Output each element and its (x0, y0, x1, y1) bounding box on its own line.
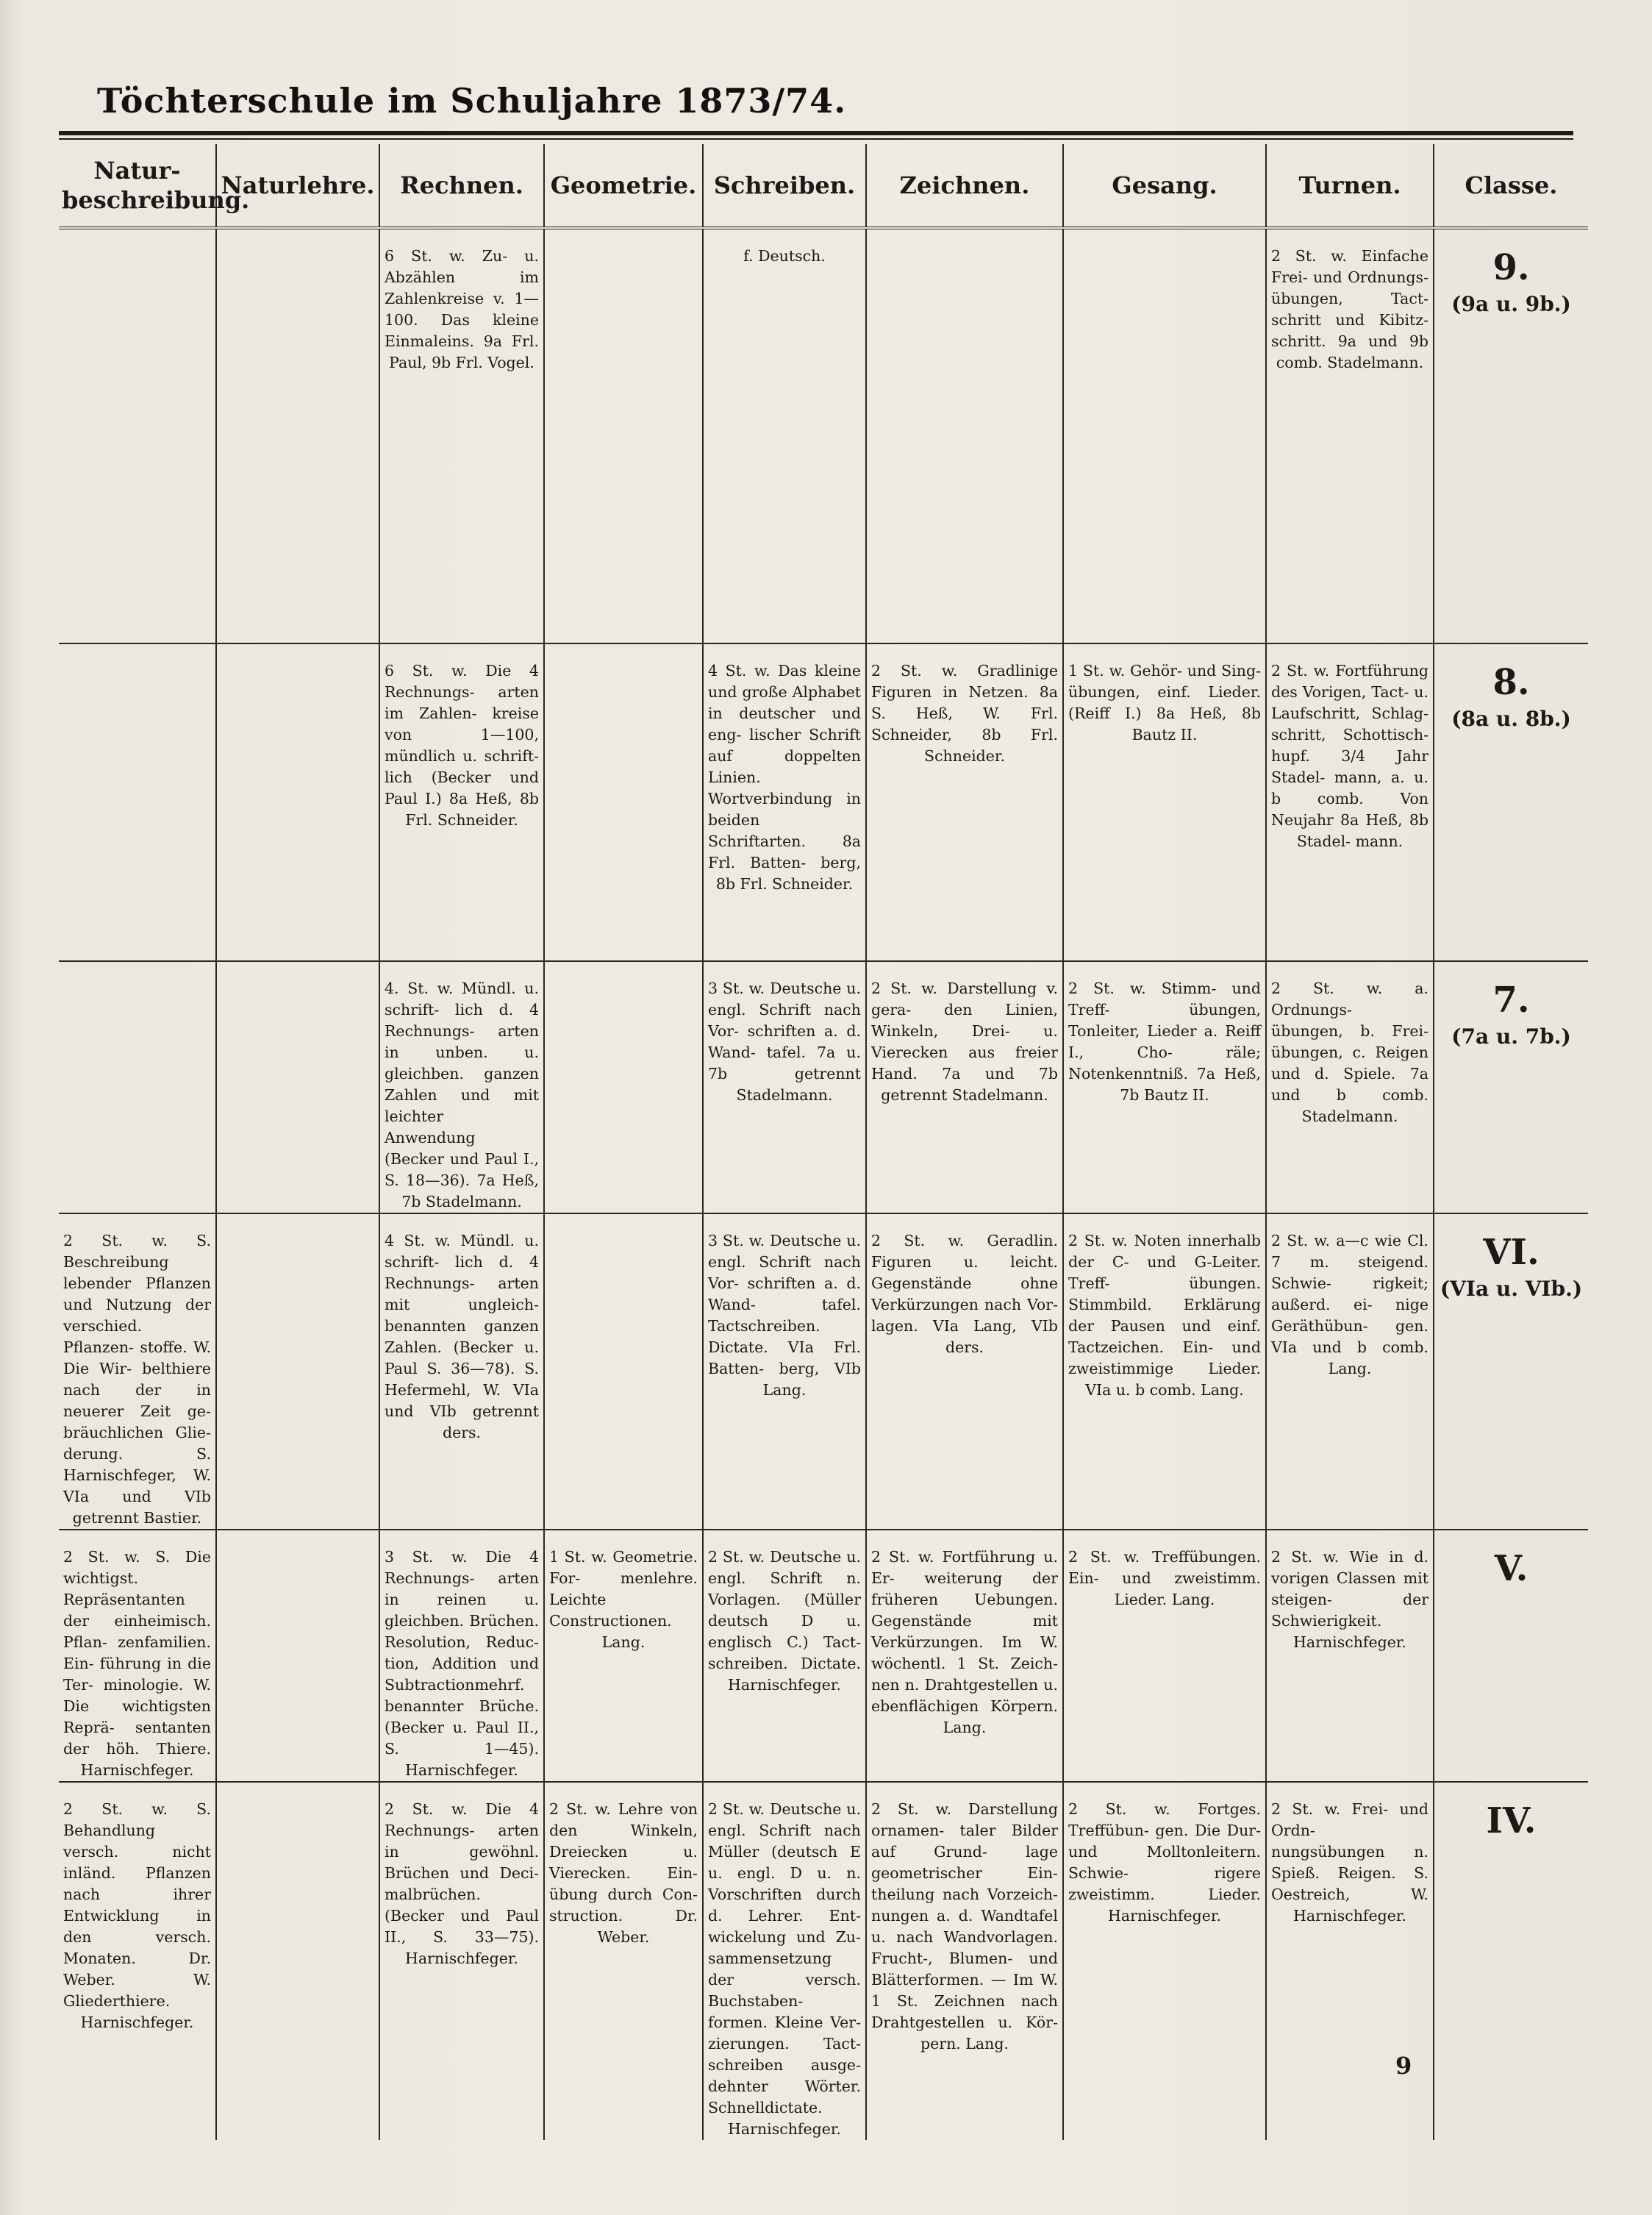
cell-gesang (1063, 228, 1266, 643)
cell-zeichnen (866, 228, 1063, 643)
cell-rechnen: 6 St. w. Zu- u. Abzählen im Zahlenkreise v. 1—100. Das kleine Einmaleins. 9a Frl. Paul, 9b Frl. Vogel. (379, 228, 544, 643)
col-header-naturlehre: Naturlehre. (216, 144, 379, 228)
page-number: 9 (1395, 2052, 1412, 2080)
cell-classe (1434, 961, 1588, 1213)
cell-turnen: 2 St. w. Einfache Frei- und Ordnungs- übungen, Tact- schritt und Kibitz- schritt. 9a und 9b comb. Stadelmann. (1266, 228, 1434, 643)
cell-naturlehre (216, 1782, 379, 2140)
cell-naturbeschreibung: 2 St. w. S. Die wichtigst. Repräsentanten der einheimisch. Pflan- zenfamilien. Ein- führung in die Ter- minologie. W. Die wichtigsten Reprä- sentanten der höh. Thiere. Harnischfeger. (59, 1530, 216, 1782)
cell-geometrie (544, 228, 703, 643)
cell-zeichnen: 2 St. w. Darstellung v. gera- den Linien, Winkeln, Drei- u. Vierecken aus freier Hand. 7a und 7b getrennt Stadelmann. (866, 961, 1063, 1213)
col-header-zeichnen: Zeichnen. (866, 144, 1063, 228)
cell-classe (1434, 1530, 1588, 1782)
cell-geometrie (544, 1213, 703, 1530)
cell-naturbeschreibung (59, 643, 216, 961)
cell-rechnen: 4 St. w. Mündl. u. schrift- lich d. 4 Rechnungs- arten mit ungleich- benannten ganzen Zahlen. (Becker u. Paul S. 36—78). S. Hefermehl, W. VIa und VIb getrennt ders. (379, 1213, 544, 1530)
table-row (59, 228, 1588, 643)
cell-rechnen: 6 St. w. Die 4 Rechnungs- arten im Zahlen- kreise von 1—100, mündlich u. schrift- lich (Becker und Paul I.) 8a Heß, 8b Frl. Schneider. (379, 643, 544, 961)
cell-classe (1434, 1213, 1588, 1530)
cell-zeichnen: 2 St. w. Geradlin. Figuren u. leicht. Gegenstände ohne Verkürzungen nach Vor- lagen. VIa Lang, VIb ders. (866, 1213, 1063, 1530)
class-subdivision: (8a u. 8b.) (1451, 707, 1571, 731)
cell-gesang: 2 St. w. Fortges. Treffübun- gen. Die Dur- und Molltonleitern. Schwie- rigere zweistimm. Lieder. Harnischfeger. (1063, 1782, 1266, 2140)
cell-rechnen: 2 St. w. Die 4 Rechnungs- arten in gewöhnl. Brüchen und Deci- malbrüchen. (Becker und Paul II., S. 33—75). Harnischfeger. (379, 1782, 544, 2140)
header-rule (59, 131, 1573, 135)
header-rule-thin (59, 138, 1573, 140)
class-subdivision: (7a u. 7b.) (1451, 1024, 1571, 1049)
cell-geometrie: 2 St. w. Lehre von den Winkeln, Dreiecken u. Vierecken. Ein- übung durch Con- struction. Dr. Weber. (544, 1782, 703, 2140)
col-header-schreiben: Schreiben. (703, 144, 866, 228)
col-header-gesang: Gesang. (1063, 144, 1266, 228)
class-subdivision: (9a u. 9b.) (1451, 292, 1571, 316)
class-number: VI. (1483, 1232, 1540, 1273)
cell-classe (1434, 228, 1588, 643)
class-subdivision: (VIa u. VIb.) (1440, 1277, 1583, 1301)
col-header-rechnen: Rechnen. (379, 144, 544, 228)
table-row (59, 1782, 1588, 2140)
cell-geometrie (544, 961, 703, 1213)
cell-schreiben: 2 St. w. Deutsche u. engl. Schrift nach Müller (deutsch E u. engl. D u. n. Vorschriften durch d. Lehrer. Ent- wickelung und Zu- sammensetzung der versch. Buchstaben- formen. Kleine Ver- zierungen. Tact- schreiben ausge- dehnter Wörter. Schnelldictate. Harnischfeger. (703, 1782, 866, 2140)
col-header-geometrie: Geometrie. (544, 144, 703, 228)
cell-zeichnen: 2 St. w. Fortführung u. Er- weiterung der früheren Uebungen. Gegenstände mit Verkürzungen. Im W. wöchentl. 1 St. Zeich- nen n. Drahtgestellen u. ebenflächigen Körpern. Lang. (866, 1530, 1063, 1782)
cell-naturbeschreibung: 2 St. w. S. Behandlung versch. nicht inländ. Pflanzen nach ihrer Entwicklung in den versch. Monaten. Dr. Weber. W. Gliederthiere. Harnischfeger. (63, 1800, 211, 2031)
class-number: 8. (1492, 662, 1530, 703)
cell-turnen: 2 St. w. Wie in d. vorigen Classen mit steigen- der Schwierigkeit. Harnischfeger. (1266, 1530, 1434, 1782)
cell-rechnen: 4. St. w. Mündl. u. schrift- lich d. 4 Rechnungs- arten in unben. u. gleichben. ganzen Zahlen und mit leichter Anwendung (Becker und Paul I., S. 18—36). 7a Heß, 7b Stadelmann. (379, 961, 544, 1213)
col-header-classe: Classe. (1434, 144, 1588, 228)
col-header-naturbeschreibung: Natur- beschreibung. (59, 144, 216, 228)
table-row (59, 1213, 1588, 1530)
cell-turnen: 2 St. w. Fortführung des Vorigen, Tact- u. Laufschritt, Schlag- schritt, Schottisch- hupf. 3/4 Jahr Stadel- mann, a. u. b comb. Von Neujahr 8a Heß, 8b Stadel- mann. (1266, 643, 1434, 961)
table-row (59, 961, 1588, 1213)
cell-turnen: 2 St. w. Frei- und Ordn- nungsübungen n. Spieß. Reigen. S. Oestreich, W. Harnischfeger. (1266, 1782, 1434, 2140)
col-header-turnen: Turnen. (1266, 144, 1434, 228)
cell-gesang: 2 St. w. Stimm- und Treff- übungen, Tonleiter, Lieder a. Reiff I., Cho- räle; Notenkenntniß. 7a Heß, 7b Bautz II. (1063, 961, 1266, 1213)
header-row (59, 144, 1588, 228)
class-number: IV. (1486, 1800, 1537, 1841)
cell-classe (1434, 1782, 1588, 2140)
cell-naturlehre (216, 228, 379, 643)
cell-gesang: 2 St. w. Noten innerhalb der C- und G-Leiter. Treff- übungen. Stimmbild. Erklärung der Pausen und einf. Tactzeichen. Ein- und zweistimmige Lieder. VIa u. b comb. Lang. (1063, 1213, 1266, 1530)
cell-schreiben: 2 St. w. Deutsche u. engl. Schrift n. Vorlagen. (Müller deutsch D u. englisch C.) Tact- schreiben. Dictate. Harnischfeger. (703, 1530, 866, 1782)
cell-naturbeschreibung: 2 St. w. S. Beschreibung lebender Pflanzen und Nutzung der verschied. Pflanzen- stoffe. W. Die Wir- belthiere nach der in neuerer Zeit ge- bräuchlichen Glie- derung. S. Harnischfeger, W. VIa und VIb getrennt Bastier. (59, 1213, 216, 1530)
cell-naturlehre (216, 1213, 379, 1530)
cell-naturbeschreibung (59, 961, 216, 1213)
cell-naturlehre (216, 961, 379, 1213)
table-row (59, 643, 1588, 961)
cell-zeichnen: 2 St. w. Darstellung ornamen- taler Bilder auf Grund- lage geometrischer Ein- theilung nach Vorzeich- nungen a. d. Wandtafel u. nach Wandvorlagen. Frucht-, Blumen- und Blätterformen. — Im W. 1 St. Zeichnen nach Drahtgestellen u. Kör- pern. Lang. (866, 1782, 1063, 2140)
cell-schreiben: 4 St. w. Das kleine und große Alphabet in deutscher und eng- lischer Schrift auf doppelten Linien. Wortverbindung in beiden Schriftarten. 8a Frl. Batten- berg, 8b Frl. Schneider. (703, 643, 866, 961)
cell-geometrie: 1 St. w. Geometrie. For- menlehre. Leichte Constructionen. Lang. (544, 1530, 703, 1782)
page-title: Töchterschule im Schuljahre 1873/74. (97, 81, 847, 121)
cell-turnen: 2 St. w. a—c wie Cl. 7 m. steigend. Schwie- rigkeit; außerd. ei- nige Geräthübun- gen. VIa und b comb. Lang. (1266, 1213, 1434, 1530)
cell-zeichnen: 2 St. w. Gradlinige Figuren in Netzen. 8a S. Heß, W. Frl. Schneider, 8b Frl. Schneider. (866, 643, 1063, 961)
class-number: 9. (1492, 247, 1530, 288)
cell-naturbeschreibung (59, 228, 216, 643)
cell-schreiben: f. Deutsch. (703, 228, 866, 643)
schedule-table (59, 144, 1588, 2140)
cell-rechnen: 3 St. w. Die 4 Rechnungs- arten in reinen u. gleichben. Brüchen. Resolution, Reduc- tion, Addition und Subtractionmehrf. benannter Brüche. (Becker u. Paul II., S. 1—45). Harnischfeger. (379, 1530, 544, 1782)
cell-naturlehre (216, 1530, 379, 1782)
cell-naturlehre (216, 643, 379, 961)
cell-turnen: 2 St. w. a. Ordnungs- übungen, b. Frei- übungen, c. Reigen und d. Spiele. 7a und b comb. Stadelmann. (1266, 961, 1434, 1213)
cell-geometrie (544, 643, 703, 961)
cell-gesang: 1 St. w. Gehör- und Sing- übungen, einf. Lieder. (Reiff I.) 8a Heß, 8b Bautz II. (1063, 643, 1266, 961)
cell-gesang: 2 St. w. Treffübungen. Ein- und zweistimm. Lieder. Lang. (1063, 1530, 1266, 1782)
class-number: 7. (1492, 980, 1530, 1021)
cell-schreiben: 3 St. w. Deutsche u. engl. Schrift nach Vor- schriften a. d. Wand- tafel. 7a u. 7b getrennt Stadelmann. (703, 961, 866, 1213)
class-number: V. (1494, 1548, 1528, 1589)
table-row (59, 1530, 1588, 1782)
cell-schreiben: 3 St. w. Deutsche u. engl. Schrift nach Vor- schriften a. d. Wand- tafel. Tactschreiben. Dictate. VIa Frl. Batten- berg, VIb Lang. (703, 1213, 866, 1530)
cell-classe (1434, 643, 1588, 961)
